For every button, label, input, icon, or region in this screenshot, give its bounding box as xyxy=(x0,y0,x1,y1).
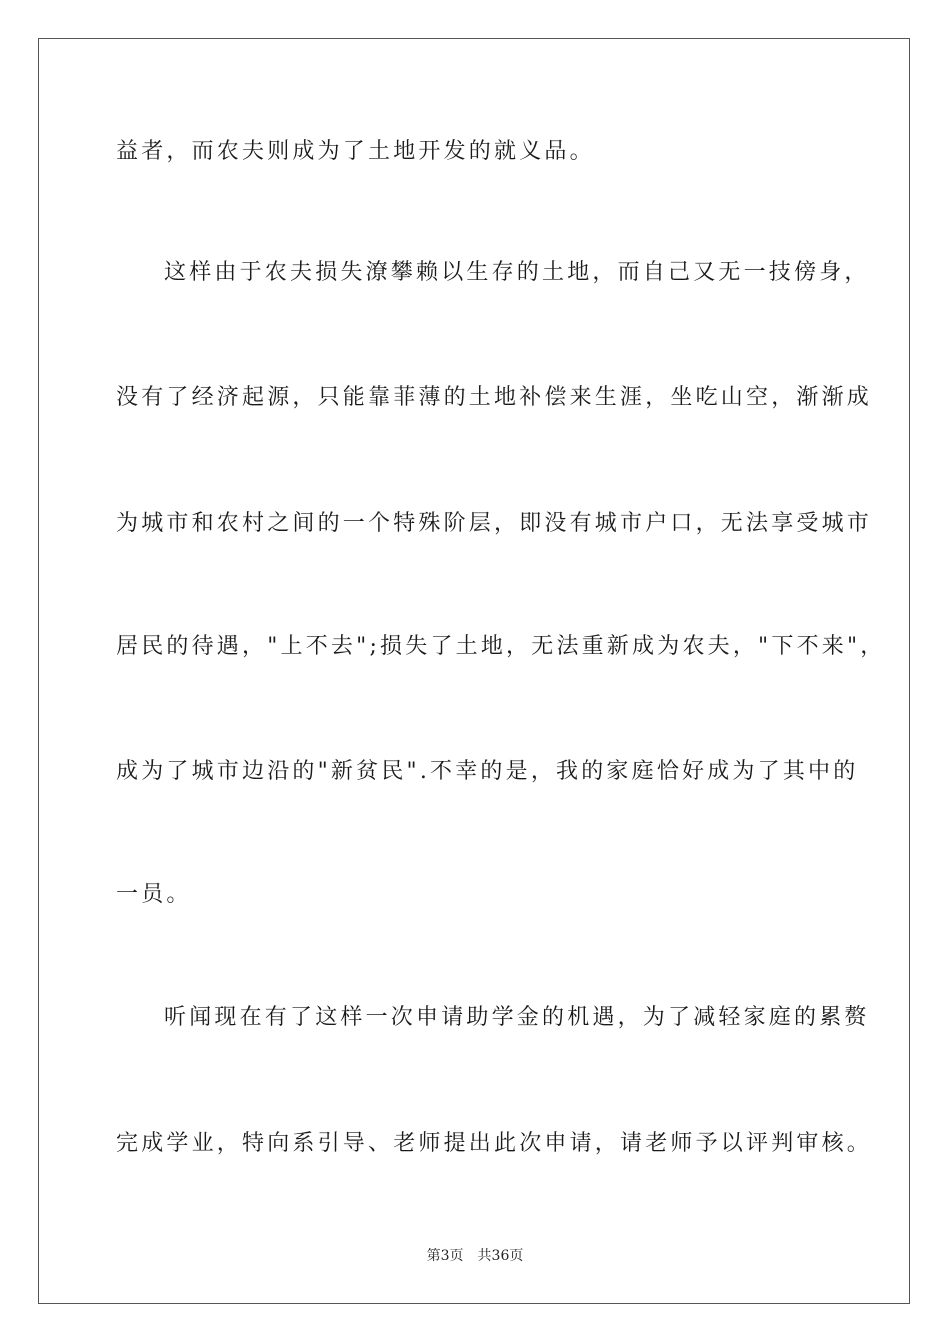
paragraph-line: 居民的待遇，"上不去";损失了土地，无法重新成为农夫，"下不来"， xyxy=(116,634,886,659)
page-total: 共36页 xyxy=(477,1248,524,1264)
paragraph-line: 没有了经济起源，只能靠菲薄的土地补偿来生涯，坐吃山空，渐渐成 xyxy=(116,385,873,410)
paragraph-line: 这样由于农夫损失潦攀赖以生存的土地，而自己又无一技傍身， xyxy=(164,260,870,285)
paragraph-line: 益者，而农夫则成为了土地开发的就义品。 xyxy=(116,139,595,164)
page-footer xyxy=(0,1245,950,1265)
paragraph-line: 听闻现在有了这样一次申请助学金的机遇，为了减轻家庭的累赘 xyxy=(164,1005,870,1030)
page-number: 第3页 xyxy=(426,1248,464,1264)
paragraph-line: 一员。 xyxy=(116,882,192,907)
paragraph-line: 完成学业，特向系引导、老师提出此次申请，请老师予以评判审核。 xyxy=(116,1131,873,1156)
paragraph-line: 成为了城市边沿的"新贫民".不幸的是，我的家庭恰好成为了其中的 xyxy=(116,759,859,784)
page-frame xyxy=(38,38,910,1304)
paragraph-line: 为城市和农村之间的一个特殊阶层，即没有城市户口，无法享受城市 xyxy=(116,511,873,536)
